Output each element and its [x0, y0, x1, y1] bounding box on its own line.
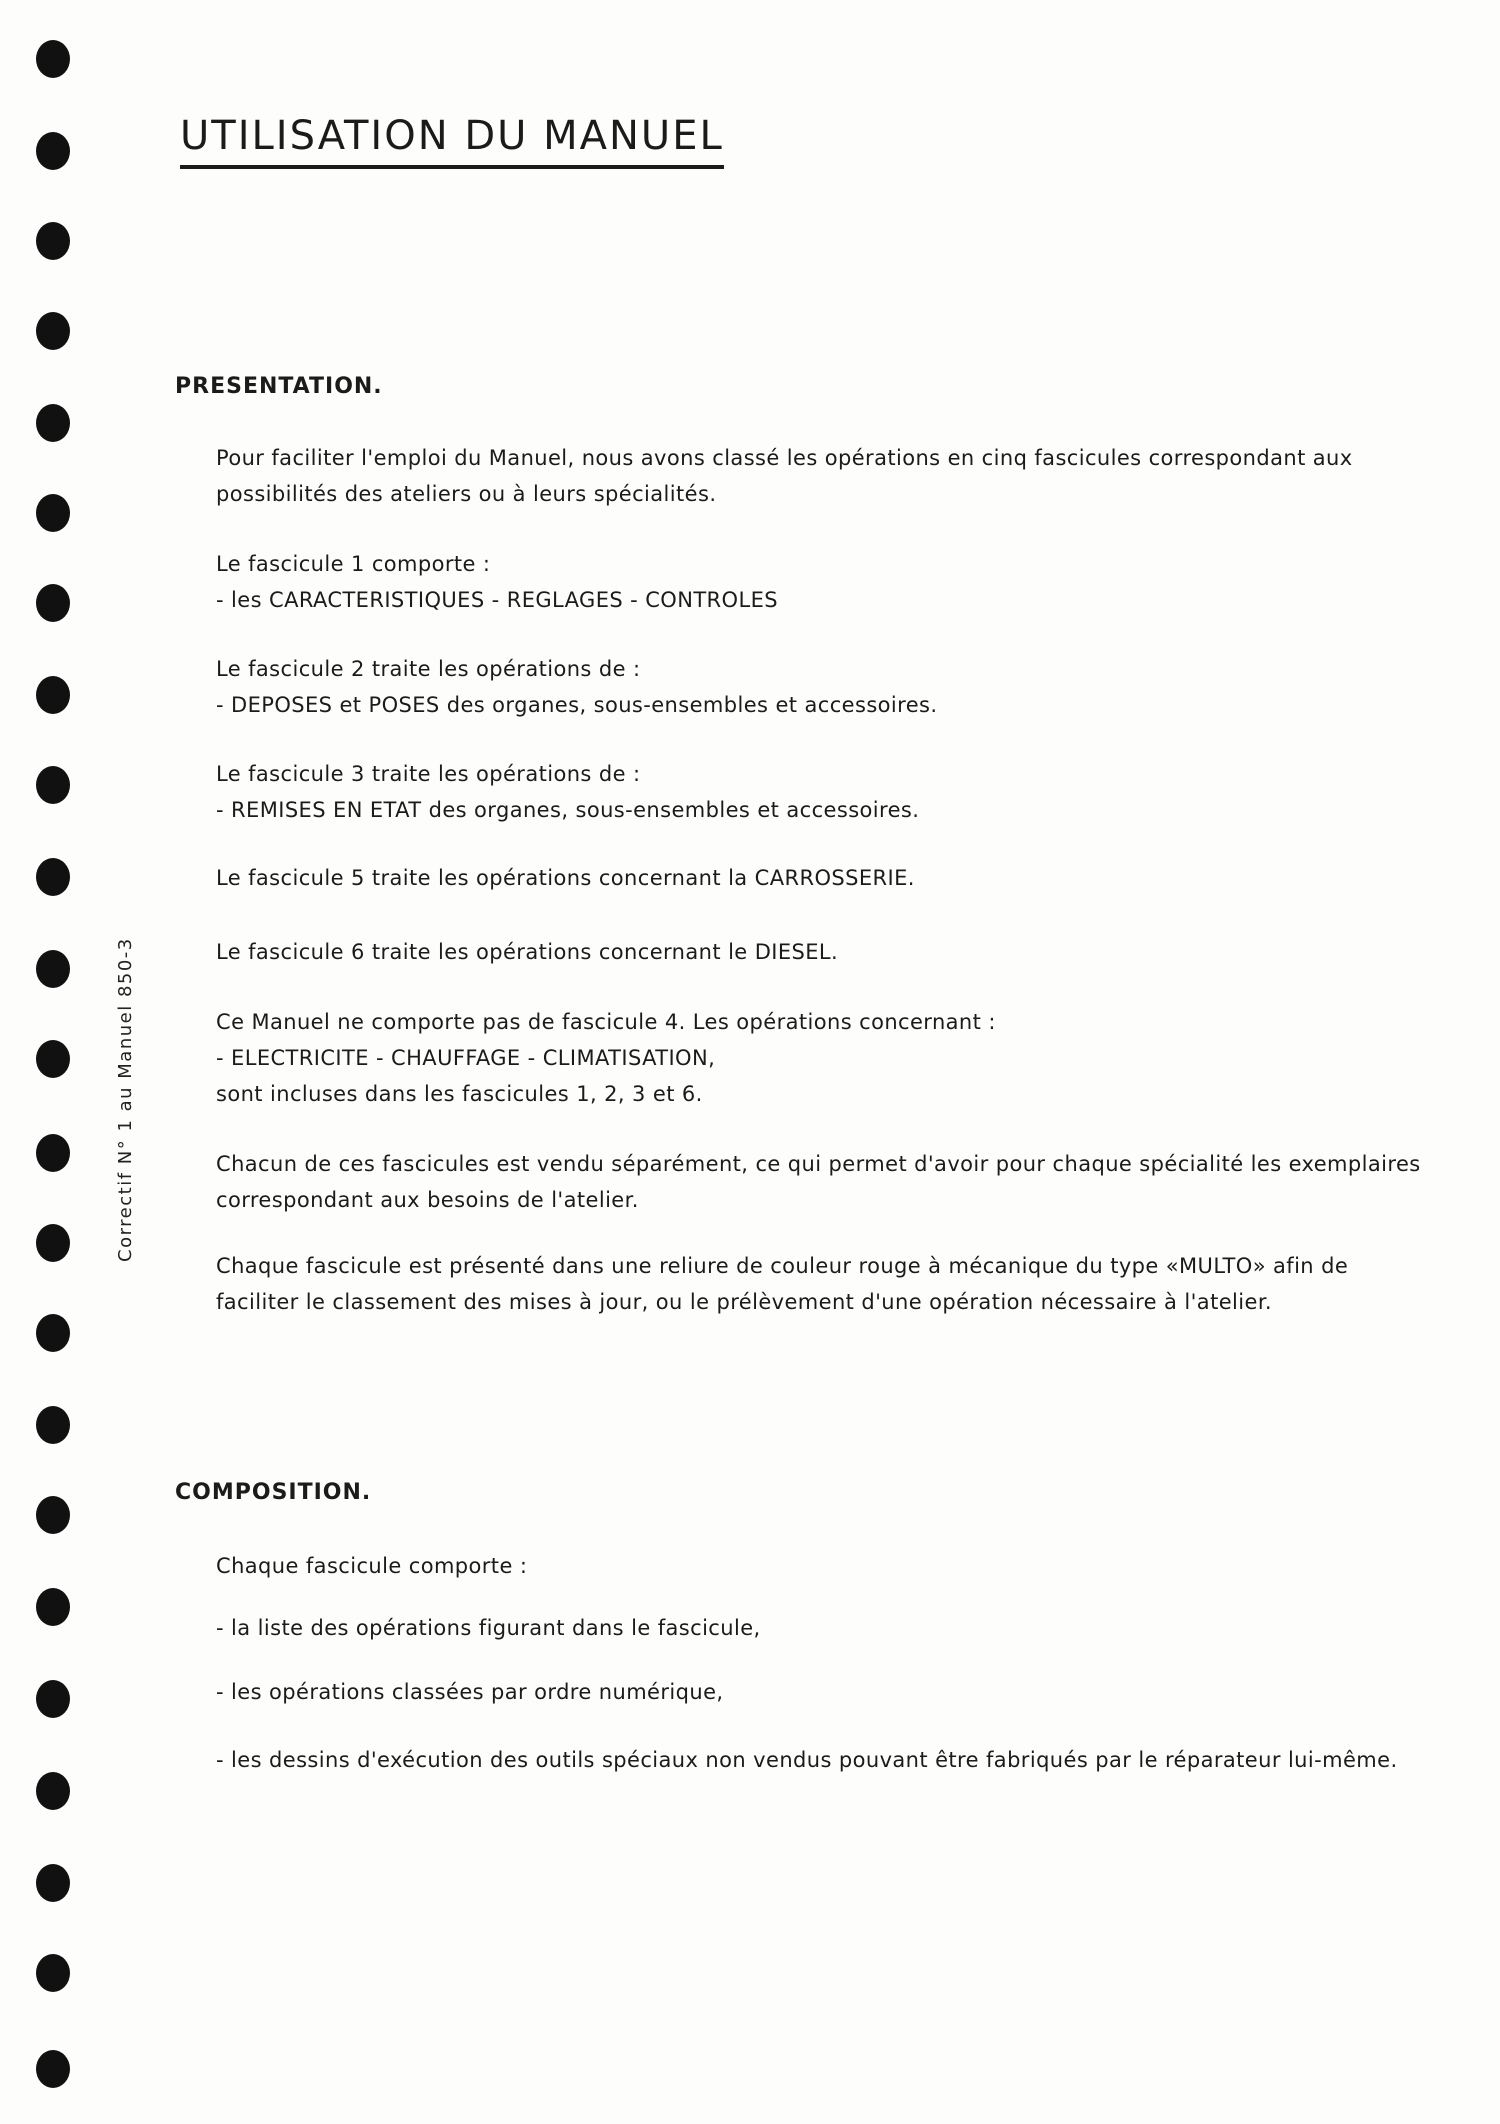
text-line: Chaque fascicule est présenté dans une reliure de couleur rouge à mécanique du type «MULTO» afin de — [216, 1254, 1349, 1278]
binding-hole — [36, 1224, 70, 1262]
binding-hole — [36, 1134, 70, 1172]
text-line: - les dessins d'exécution des outils spéciaux non vendus pouvant être fabriqués par le réparateur lui-même. — [216, 1748, 1398, 1772]
text-line: - les opérations classées par ordre numérique, — [216, 1680, 724, 1704]
text-line: Le fascicule 6 traite les opérations concernant le DIESEL. — [216, 940, 839, 964]
binding-hole — [36, 222, 70, 260]
binding-hole — [36, 494, 70, 532]
text-line: Le fascicule 5 traite les opérations concernant la CARROSSERIE. — [216, 866, 915, 890]
text-line: Le fascicule 2 traite les opérations de : — [216, 657, 641, 681]
list-item — [216, 1742, 1456, 1778]
binding-hole — [36, 2050, 70, 2088]
binding-hole — [36, 404, 70, 442]
text-line: Chaque fascicule comporte : — [216, 1554, 528, 1578]
binding-hole — [36, 1496, 70, 1534]
text-line: Le fascicule 1 comporte : — [216, 552, 491, 576]
section-heading-presentation: PRESENTATION. — [175, 374, 383, 399]
binding-hole — [36, 40, 70, 78]
list-item — [216, 1674, 1456, 1710]
binding-hole — [36, 950, 70, 988]
paragraph-intro — [216, 440, 1456, 512]
binding-hole — [36, 858, 70, 896]
paragraph-sold-separately — [216, 1146, 1456, 1218]
text-line: - ELECTRICITE - CHAUFFAGE - CLIMATISATION, — [216, 1046, 716, 1070]
binding-hole — [36, 676, 70, 714]
binding-holes — [0, 0, 90, 2124]
binding-hole — [36, 1040, 70, 1078]
paragraph-composition-intro — [216, 1548, 1456, 1584]
text-line: sont incluses dans les fascicules 1, 2, 3 et 6. — [216, 1082, 703, 1106]
paragraph-fascicule-5 — [216, 860, 1456, 896]
binding-hole — [36, 1864, 70, 1902]
text-line: faciliter le classement des mises à jour, ou le prélèvement d'une opération nécessaire à l'atelier. — [216, 1290, 1272, 1314]
paragraph-fascicule-2 — [216, 651, 1456, 723]
text-line: Ce Manuel ne comporte pas de fascicule 4. Les opérations concernant : — [216, 1010, 996, 1034]
text-line: Chacun de ces fascicules est vendu séparément, ce qui permet d'avoir pour chaque spécialité les exemplaires — [216, 1152, 1421, 1176]
text-line: - la liste des opérations figurant dans le fascicule, — [216, 1616, 761, 1640]
paragraph-fascicule-3 — [216, 756, 1456, 828]
binding-hole — [36, 1954, 70, 1992]
binding-hole — [36, 312, 70, 350]
paragraph-fascicule-6 — [216, 934, 1456, 970]
text-line: possibilités des ateliers ou à leurs spécialités. — [216, 482, 717, 506]
paragraph-fascicule-4-note — [216, 1004, 1456, 1112]
text-line: - REMISES EN ETAT des organes, sous-ensembles et accessoires. — [216, 798, 920, 822]
section-heading-composition: COMPOSITION. — [175, 1480, 372, 1505]
list-item — [216, 1610, 1456, 1646]
binding-hole — [36, 766, 70, 804]
text-line: correspondant aux besoins de l'atelier. — [216, 1188, 639, 1212]
margin-note: Correctif N° 1 au Manuel 850-3 — [115, 937, 136, 1262]
binding-hole — [36, 132, 70, 170]
page-title: UTILISATION DU MANUEL — [180, 113, 724, 169]
binding-hole — [36, 1406, 70, 1444]
binding-hole — [36, 1314, 70, 1352]
text-line: Pour faciliter l'emploi du Manuel, nous avons classé les opérations en cinq fascicules correspondant aux — [216, 446, 1353, 470]
paragraph-binding — [216, 1248, 1456, 1320]
binding-hole — [36, 584, 70, 622]
text-line: - DEPOSES et POSES des organes, sous-ensembles et accessoires. — [216, 693, 938, 717]
binding-hole — [36, 1588, 70, 1626]
paragraph-fascicule-1 — [216, 546, 1456, 618]
binding-hole — [36, 1772, 70, 1810]
text-line: Le fascicule 3 traite les opérations de : — [216, 762, 641, 786]
text-line: - les CARACTERISTIQUES - REGLAGES - CONTROLES — [216, 588, 778, 612]
binding-hole — [36, 1680, 70, 1718]
